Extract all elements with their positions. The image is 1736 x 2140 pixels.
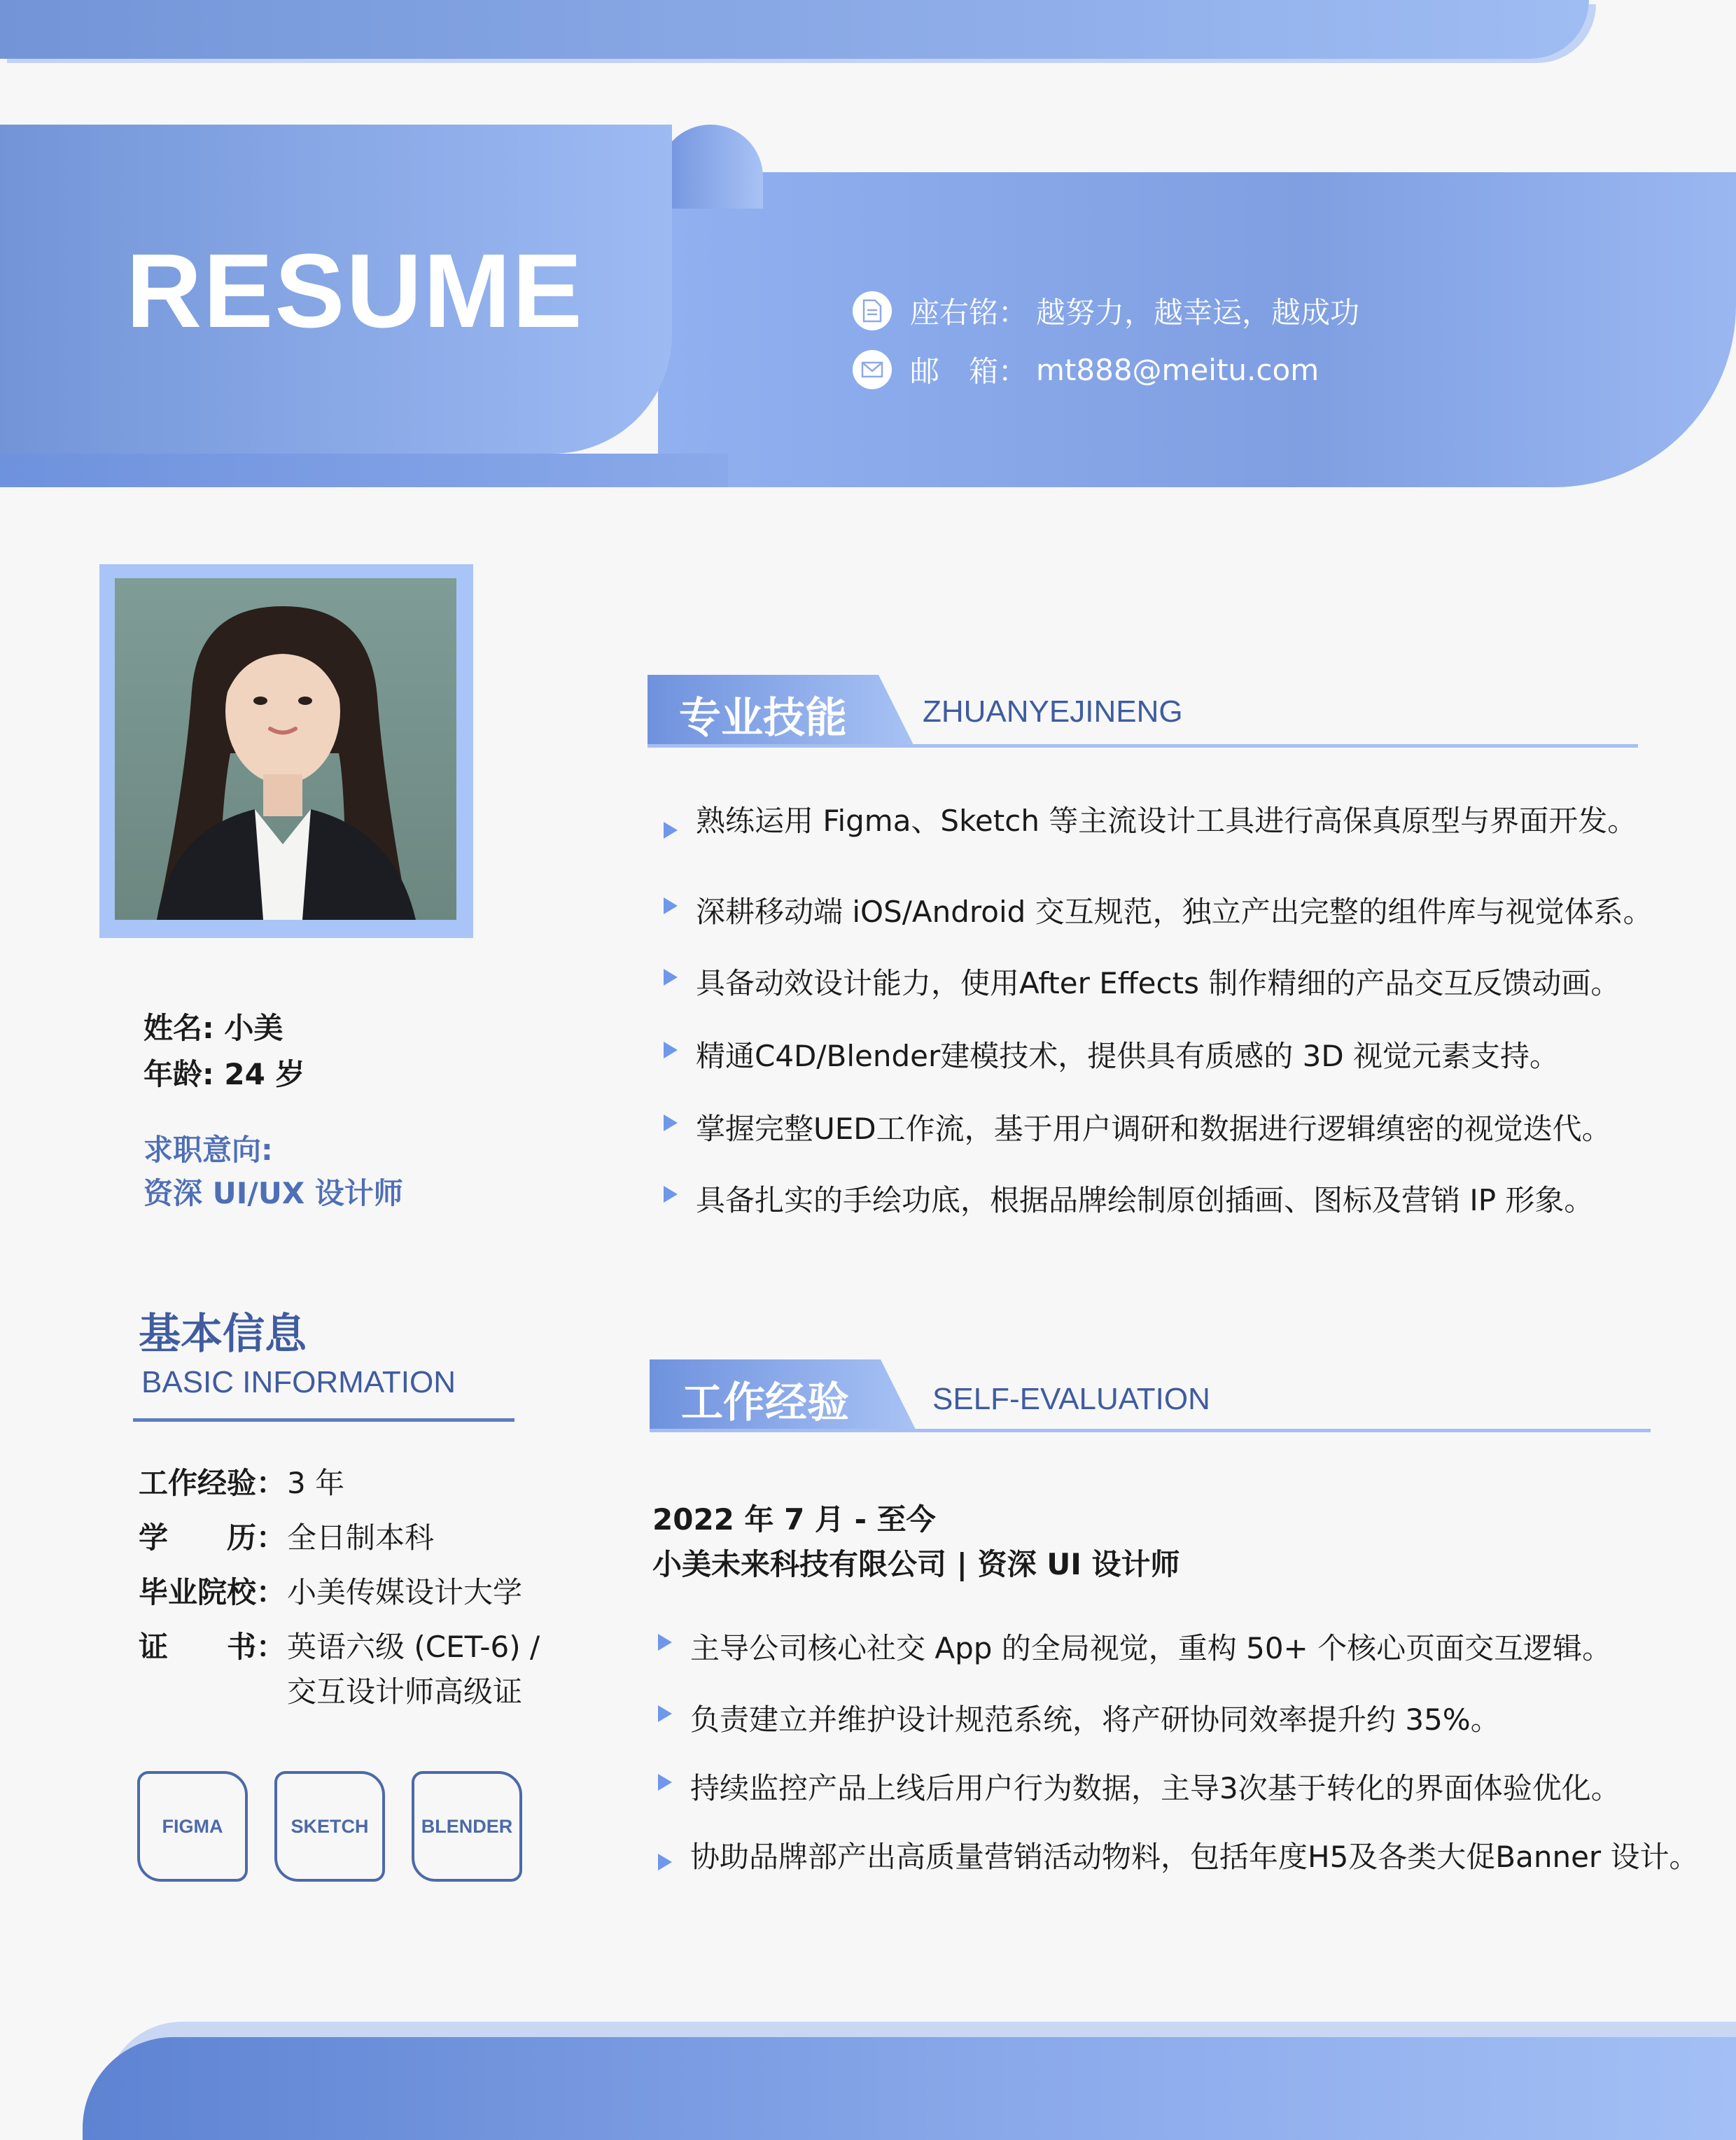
job-company: 小美未来科技有限公司 | 资深 UI 设计师 (652, 1547, 1180, 1581)
skill-item-text: 具备动效设计能力，使用After Effects 制作精细的产品交互反馈动画。 (696, 966, 1620, 1000)
experience-item (658, 1765, 1708, 1807)
experience-title: 工作经验 (681, 1378, 849, 1427)
info-key: 证 书： (139, 1630, 286, 1664)
info-value-group (287, 1624, 540, 1711)
experience-item (658, 1625, 1708, 1667)
info-value: 英语六级 (CET-6) / (287, 1630, 540, 1664)
email-value[interactable]: mt888@meitu.com (1036, 352, 1320, 387)
email-label: 邮 箱： (910, 354, 1028, 389)
header-underbar (0, 454, 728, 487)
skills-divider (648, 744, 1638, 748)
bullet-triangle-icon (664, 1186, 678, 1203)
job-intent-value: 资深 UI/UX 设计师 (144, 1176, 403, 1210)
skill-item-text: 熟练运用 Figma、Sketch 等主流设计工具进行高保真原型与界面开发。 (696, 804, 1637, 838)
document-icon (853, 291, 892, 330)
header-banner-fold (658, 125, 763, 209)
experience-item-text: 负责建立并维护设计规范系统，将产研协同效率提升约 35%。 (690, 1702, 1500, 1737)
experience-item-text: 协助品牌部产出高质量营销活动物料，包括年度H5及各类大促Banner 设计。 (690, 1840, 1699, 1874)
profile-photo (115, 578, 456, 920)
bullet-triangle-icon (658, 1705, 672, 1722)
info-value: 全日制本科 (287, 1520, 435, 1555)
bullet-triangle-icon (664, 897, 678, 914)
tool-badge-sketch: SKETCH (274, 1771, 385, 1882)
skill-item (664, 889, 1714, 931)
info-row-certificates (139, 1624, 540, 1711)
bottom-decor-band (83, 2037, 1736, 2140)
age-line: 年龄: 24 岁 (144, 1057, 305, 1091)
basic-info-divider (133, 1418, 514, 1422)
skill-item-text: 具备扎实的手绘功底，根据品牌绘制原创插画、图标及营销 IP 形象。 (696, 1183, 1594, 1217)
basic-info-title: 基本信息 (139, 1310, 307, 1359)
bullet-triangle-icon (658, 1634, 672, 1651)
job-date: 2022 年 7 月 - 至今 (652, 1502, 936, 1537)
bullet-triangle-icon (664, 969, 678, 986)
experience-section-tab (650, 1359, 916, 1431)
experience-item (658, 1834, 1722, 1876)
experience-item-text: 主导公司核心社交 App 的全局视觉，重构 50+ 个核心页面交互逻辑。 (690, 1631, 1612, 1665)
info-value: 3 年 (287, 1466, 345, 1500)
email-row (853, 349, 1319, 391)
mail-icon (853, 350, 892, 389)
job-intent-label: 求职意向: (144, 1133, 273, 1167)
skills-section-tab (648, 675, 913, 746)
tool-badge-blender: BLENDER (412, 1771, 522, 1882)
tool-badge-figma: FIGMA (137, 1771, 248, 1882)
basic-info-subtitle: BASIC INFORMATION (141, 1365, 456, 1399)
name-line: 姓名: 小美 (144, 1011, 284, 1045)
skills-title: 专业技能 (679, 694, 847, 743)
skill-item (664, 1033, 1714, 1075)
bullet-triangle-icon (664, 1042, 678, 1058)
info-key: 学 历： (139, 1520, 286, 1555)
info-key: 毕业院校： (139, 1575, 286, 1609)
motto-value: 越努力，越幸运，越成功 (1036, 295, 1360, 330)
experience-item (658, 1697, 1708, 1739)
info-row-experience (139, 1460, 344, 1502)
skills-subtitle: ZHUANYEJINENG (923, 694, 1183, 729)
motto-row (853, 290, 1359, 332)
resume-title: RESUME (126, 232, 584, 349)
bullet-triangle-icon (664, 1114, 678, 1131)
top-decor-band (0, 0, 1589, 59)
skill-item-text: 精通C4D/Blender建模技术，提供具有质感的 3D 视觉元素支持。 (696, 1039, 1560, 1073)
experience-subtitle: SELF-EVALUATION (932, 1382, 1210, 1416)
info-value-line2: 交互设计师高级证 (287, 1674, 523, 1709)
bullet-triangle-icon (658, 1774, 672, 1791)
bullet-triangle-icon (658, 1854, 672, 1870)
info-row-education (139, 1515, 434, 1557)
experience-divider (650, 1429, 1651, 1432)
experience-item-text: 持续监控产品上线后用户行为数据，主导3次基于转化的界面体验优化。 (690, 1771, 1620, 1805)
bullet-triangle-icon (664, 822, 678, 839)
skill-item (664, 960, 1714, 1002)
skill-item (664, 798, 1714, 840)
skill-item-text: 掌握完整UED工作流，基于用户调研和数据进行逻辑缜密的视觉迭代。 (696, 1112, 1611, 1146)
skill-item (664, 1177, 1714, 1219)
motto-label: 座右铭： (910, 295, 1028, 330)
info-value: 小美传媒设计大学 (287, 1575, 523, 1609)
info-row-school (139, 1569, 522, 1611)
info-key: 工作经验： (139, 1466, 286, 1500)
skill-item-text: 深耕移动端 iOS/Android 交互规范，独立产出完整的组件库与视觉体系。 (696, 895, 1653, 929)
skill-item (664, 1106, 1714, 1148)
